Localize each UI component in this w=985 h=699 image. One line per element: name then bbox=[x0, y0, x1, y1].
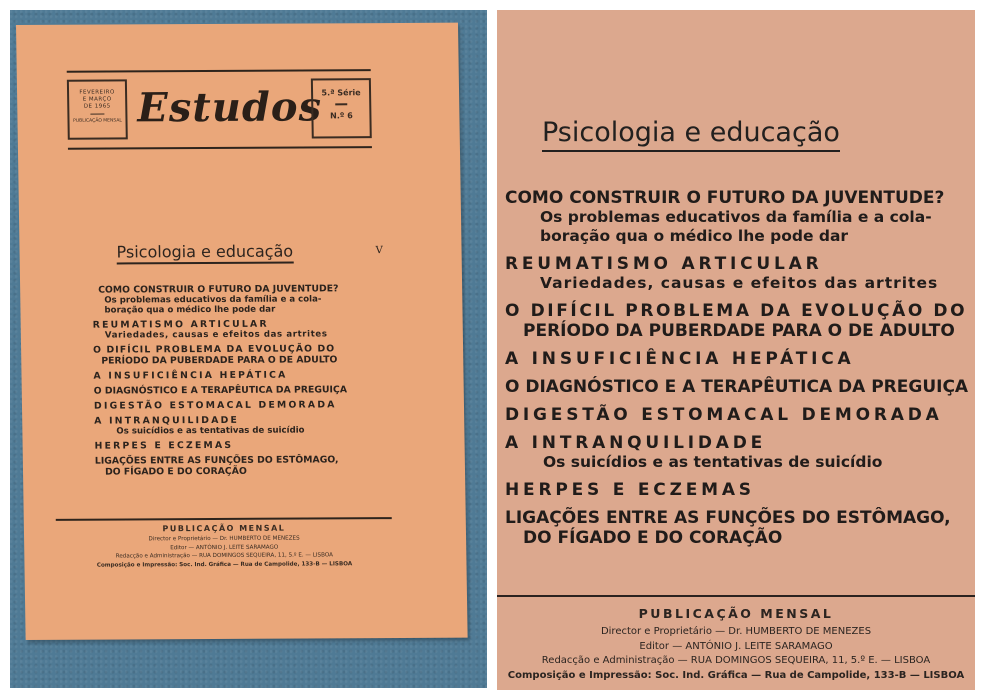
footer-printing: Composição e Impressão: Soc. Ind. Gráfica — Rua de Campolide, 133-B — LISBOA bbox=[96, 560, 353, 569]
section-title: Psicologia e educação bbox=[116, 242, 293, 265]
toc-heading: PERÍODO DA PUBERDADE PARA O DE ADULTO bbox=[523, 321, 955, 341]
toc-heading: LIGAÇÕES ENTRE AS FUNÇÕES DO ESTÔMAGO, bbox=[94, 454, 339, 467]
toc-heading: HERPES E ECZEMAS bbox=[505, 480, 755, 500]
toc-item bbox=[505, 377, 967, 397]
footer-publication: PUBLICAÇÃO MENSAL bbox=[162, 523, 286, 534]
right-closeup-panel bbox=[497, 10, 975, 690]
toc-subheading: Os problemas educativos da família e a cola- bbox=[104, 294, 322, 306]
toc-heading: PERÍODO DA PUBERDADE PARA O DE ADULTO bbox=[101, 354, 338, 367]
toc-item bbox=[505, 301, 967, 341]
toc-item bbox=[93, 343, 373, 366]
toc-item bbox=[95, 439, 375, 451]
toc-subheading: Os suicídios e as tentativas de suicídio bbox=[543, 453, 883, 471]
frequency-small: PUBLICAÇÃO MENSAL bbox=[73, 118, 122, 124]
toc-subheading: Os problemas educativos da família e a cola- bbox=[540, 208, 932, 226]
footer-publication: PUBLICAÇÃO MENSAL bbox=[638, 606, 834, 621]
left-photo-panel bbox=[10, 10, 487, 688]
masthead-series-box bbox=[311, 78, 372, 138]
footer-director: Director e Proprietário — Dr. HUMBERTO DE MENEZES bbox=[148, 535, 300, 543]
toc-item bbox=[505, 480, 967, 500]
toc-heading: DIGESTÃO ESTOMACAL DEMORADA bbox=[505, 405, 943, 425]
toc-heading: COMO CONSTRUIR O FUTURO DA JUVENTUDE? bbox=[505, 188, 945, 208]
footer-editor: Editor — ANTÓNIO J. LEITE SARAMAGO bbox=[639, 640, 833, 652]
table-of-contents bbox=[92, 283, 375, 481]
footer-administration: Redacção e Administração — RUA DOMINGOS SEQUEIRA, 11, 5.º E. — LISBOA bbox=[541, 655, 931, 666]
toc-heading: A INTRANQUILIDADE bbox=[94, 414, 240, 427]
toc-heading: A INSUFICIÊNCIA HEPÁTICA bbox=[93, 369, 288, 382]
toc-item bbox=[94, 384, 374, 396]
toc-item bbox=[92, 283, 372, 315]
toc-item bbox=[505, 254, 967, 293]
closeup-table-of-contents bbox=[505, 188, 967, 556]
toc-item bbox=[505, 188, 967, 246]
date-line-1: FEVEREIRO bbox=[79, 89, 115, 96]
date-line-3: DE 1965 bbox=[83, 103, 111, 110]
toc-heading: REUMATISMO ARTICULAR bbox=[505, 254, 823, 274]
toc-subheading: boração qua o médico lhe pode dar bbox=[104, 304, 276, 316]
toc-item bbox=[93, 318, 373, 340]
toc-heading: LIGAÇÕES ENTRE AS FUNÇÕES DO ESTÔMAGO, bbox=[505, 508, 951, 528]
masthead-date-box bbox=[67, 79, 128, 139]
toc-subheading: boração qua o médico lhe pode dar bbox=[540, 227, 849, 245]
toc-item bbox=[93, 369, 373, 381]
masthead-bottom-rule bbox=[68, 146, 372, 150]
toc-heading: O DIFÍCIL PROBLEMA DA EVOLUÇÃO DO bbox=[505, 301, 968, 321]
masthead-top-rule bbox=[67, 69, 371, 73]
toc-subheading: Variedades, causas e efeitos das artrites bbox=[540, 274, 939, 292]
toc-heading: HERPES E ECZEMAS bbox=[94, 439, 234, 452]
closeup-footer-rule bbox=[497, 595, 975, 597]
toc-heading: O DIAGNÓSTICO E A TERAPÊUTICA DA PREGUIÇA bbox=[93, 384, 348, 397]
toc-subheading: Variedades, causas e efeitos das artrites bbox=[104, 329, 328, 341]
toc-item bbox=[94, 414, 374, 436]
series-separator bbox=[335, 103, 347, 105]
toc-item bbox=[505, 349, 967, 369]
footer-director: Director e Proprietário — Dr. HUMBERTO DE MENEZES bbox=[600, 626, 872, 637]
toc-subheading: Os suicídios e as tentativas de suicídio bbox=[116, 425, 305, 437]
toc-heading: REUMATISMO ARTICULAR bbox=[92, 318, 269, 331]
cover-footer bbox=[56, 523, 393, 570]
closeup-footer bbox=[497, 606, 975, 683]
toc-item bbox=[505, 508, 967, 548]
series-label: 5.ª Série bbox=[321, 88, 361, 98]
issue-number: N.º 6 bbox=[330, 110, 353, 120]
closeup-section-title: Psicologia e educação bbox=[542, 117, 840, 152]
toc-item bbox=[94, 399, 374, 411]
date-line-2: E MARÇO bbox=[82, 96, 112, 103]
toc-item bbox=[505, 405, 967, 425]
toc-heading: A INTRANQUILIDADE bbox=[505, 433, 767, 453]
toc-heading: COMO CONSTRUIR O FUTURO DA JUVENTUDE? bbox=[98, 283, 339, 296]
toc-item bbox=[505, 433, 967, 472]
magazine-logo: Estudos bbox=[136, 83, 323, 132]
toc-heading: O DIFÍCIL PROBLEMA DA EVOLUÇÃO DO bbox=[93, 343, 336, 356]
footer-rule bbox=[56, 517, 392, 520]
magazine-cover bbox=[16, 23, 468, 640]
date-separator bbox=[90, 114, 104, 115]
footer-administration: Redacção e Administração — RUA DOMINGOS SEQUEIRA, 11, 5.º E. — LISBOA bbox=[115, 552, 334, 560]
toc-heading: DO FÍGADO E DO CORAÇÃO bbox=[104, 465, 247, 478]
toc-heading: DO FÍGADO E DO CORAÇÃO bbox=[523, 528, 783, 548]
footer-printing: Composição e Impressão: Soc. Ind. Gráfica — Rua de Campolide, 133-B — LISBOA bbox=[507, 669, 965, 681]
toc-item bbox=[95, 454, 375, 477]
roman-numeral: V bbox=[375, 245, 383, 257]
toc-heading: DIGESTÃO ESTOMACAL DEMORADA bbox=[93, 399, 337, 412]
toc-heading: O DIAGNÓSTICO E A TERAPÊUTICA DA PREGUIÇA bbox=[505, 377, 969, 397]
toc-heading: A INSUFICIÊNCIA HEPÁTICA bbox=[505, 349, 855, 369]
footer-editor: Editor — ANTÓNIO J. LEITE SARAMAGO bbox=[170, 544, 279, 551]
